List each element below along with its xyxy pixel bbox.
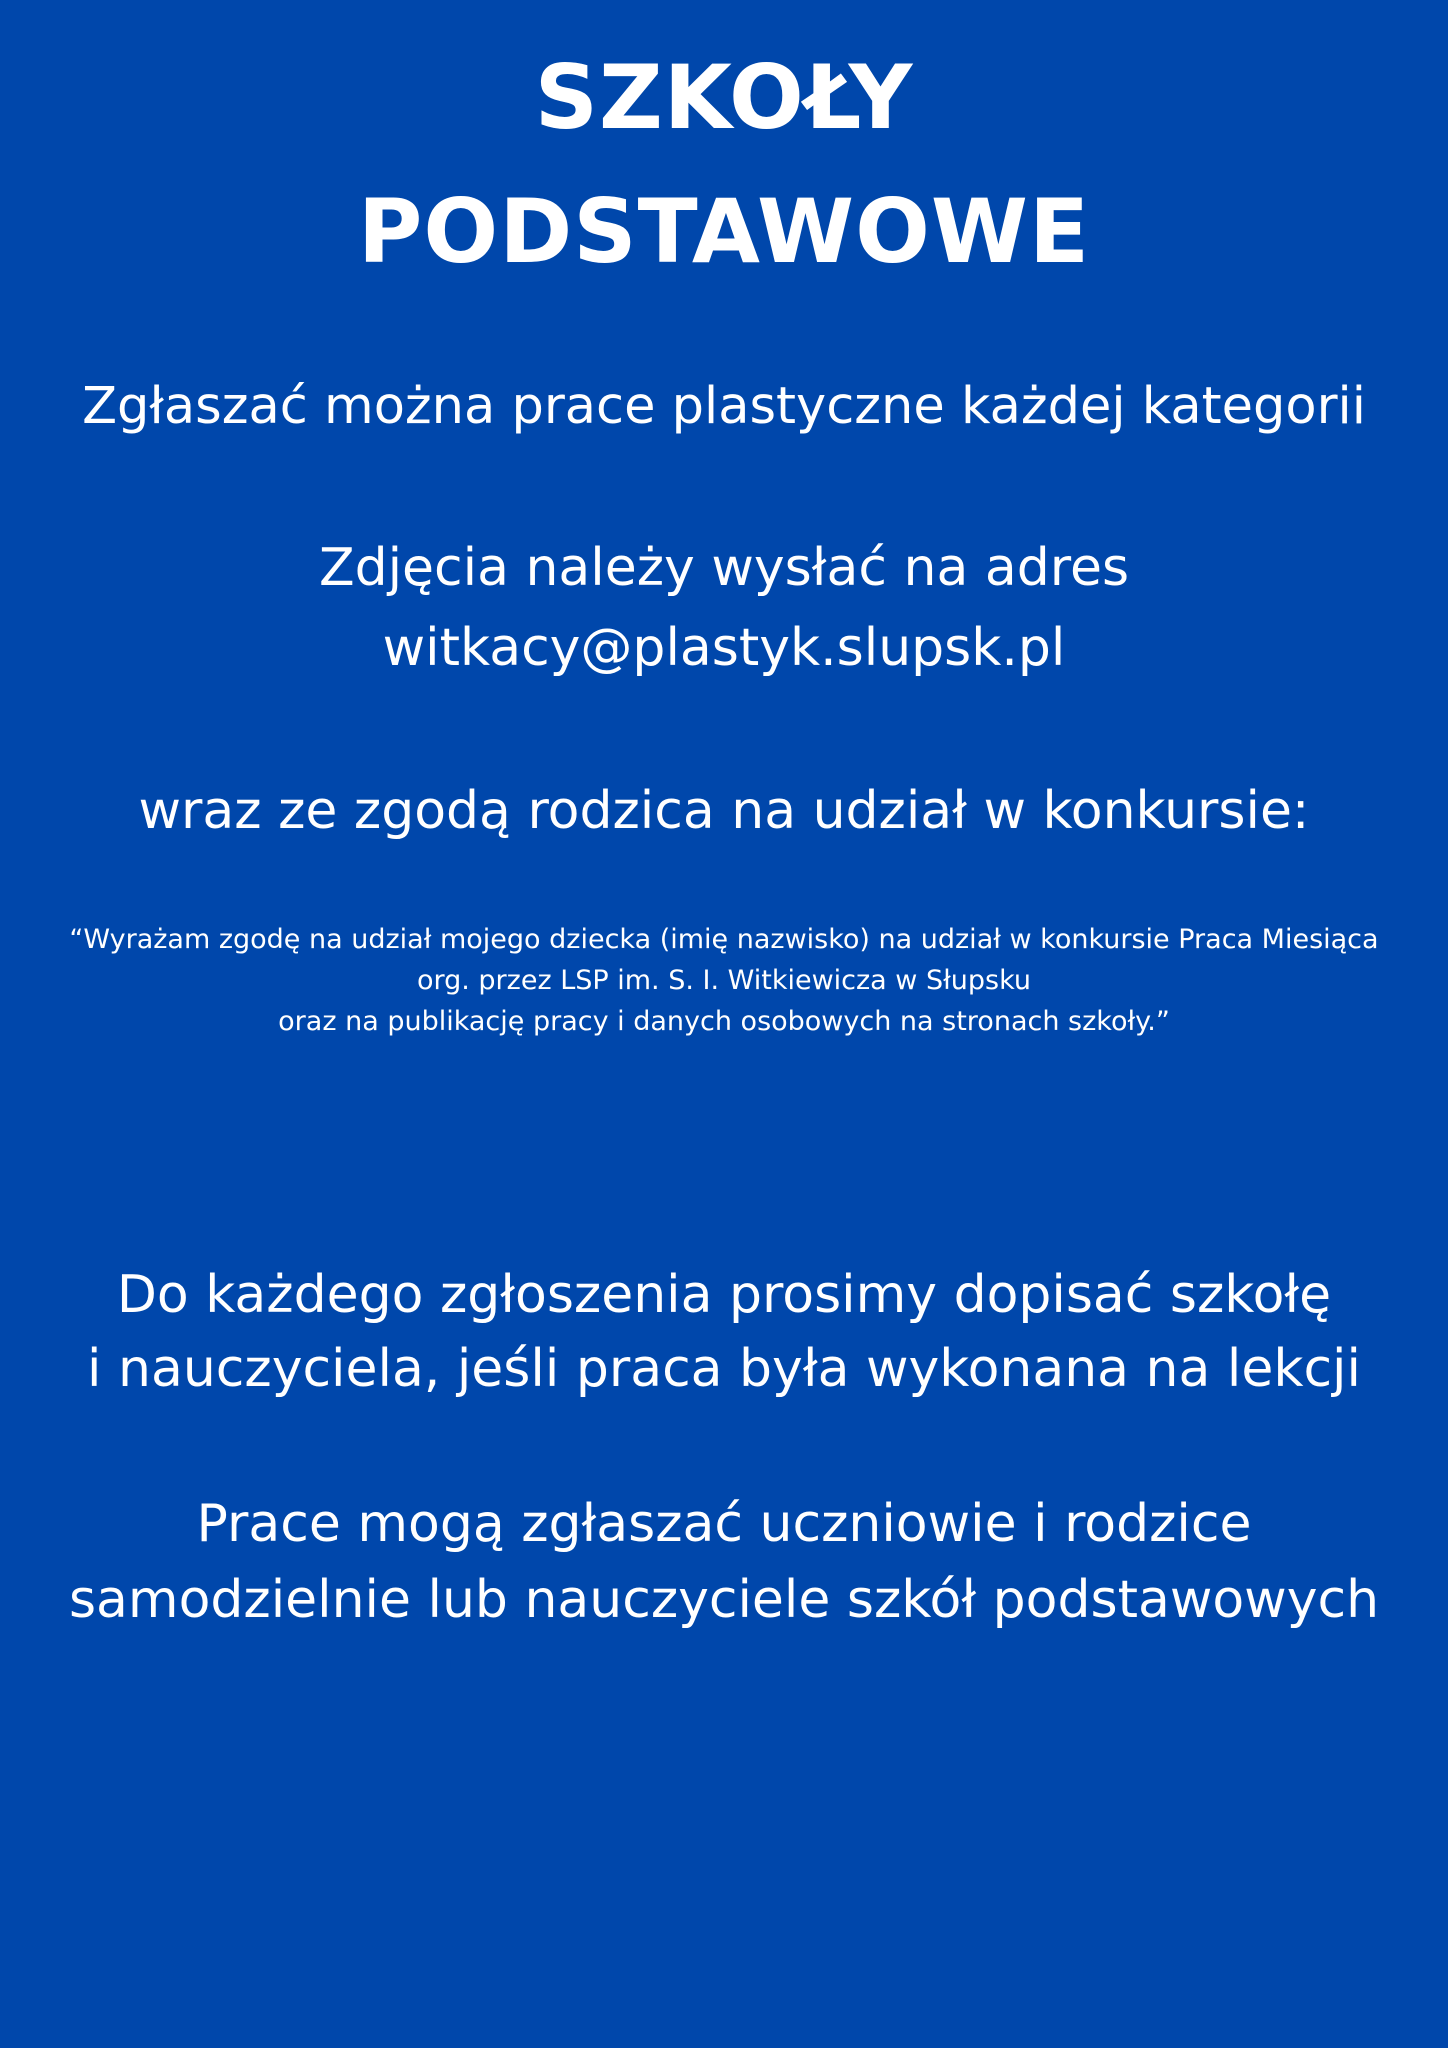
school-note-line-2: i nauczyciela, jeśli praca była wykonana na lekcji bbox=[87, 1339, 1361, 1399]
consent-intro: wraz ze zgodą rodzica na udział w konkursie: bbox=[138, 781, 1310, 841]
title-line-1: SZKOŁY bbox=[534, 46, 914, 149]
consent-quote-line-2: org. przez LSP im. S. I. Witkiewicza w Słupsku bbox=[416, 965, 1032, 996]
categories-text: Zgłaszać można prace plastyczne każdej kategorii bbox=[82, 377, 1366, 436]
school-note-line-1: Do każdego zgłoszenia prosimy dopisać szkołę bbox=[116, 1265, 1332, 1325]
consent-quote-line-1: “Wyrażam zgodę na udział mojego dziecka (imię nazwisko) na udział w konkursie Praca Miesiąca bbox=[69, 924, 1379, 955]
send-instruction: Zdjęcia należy wysłać na adres bbox=[318, 538, 1130, 598]
title-line-2: PODSTAWOWE bbox=[357, 180, 1091, 283]
email-address: witkacy@plastyk.slupsk.pl bbox=[382, 618, 1066, 678]
who-note-line-1: Prace mogą zgłaszać uczniowie i rodzice bbox=[196, 1494, 1252, 1554]
who-note-line-2: samodzielnie lub nauczyciele szkół podstawowych bbox=[68, 1570, 1380, 1630]
consent-quote-line-3: oraz na publikację pracy i danych osobowych na stronach szkoły.” bbox=[278, 1006, 1170, 1037]
